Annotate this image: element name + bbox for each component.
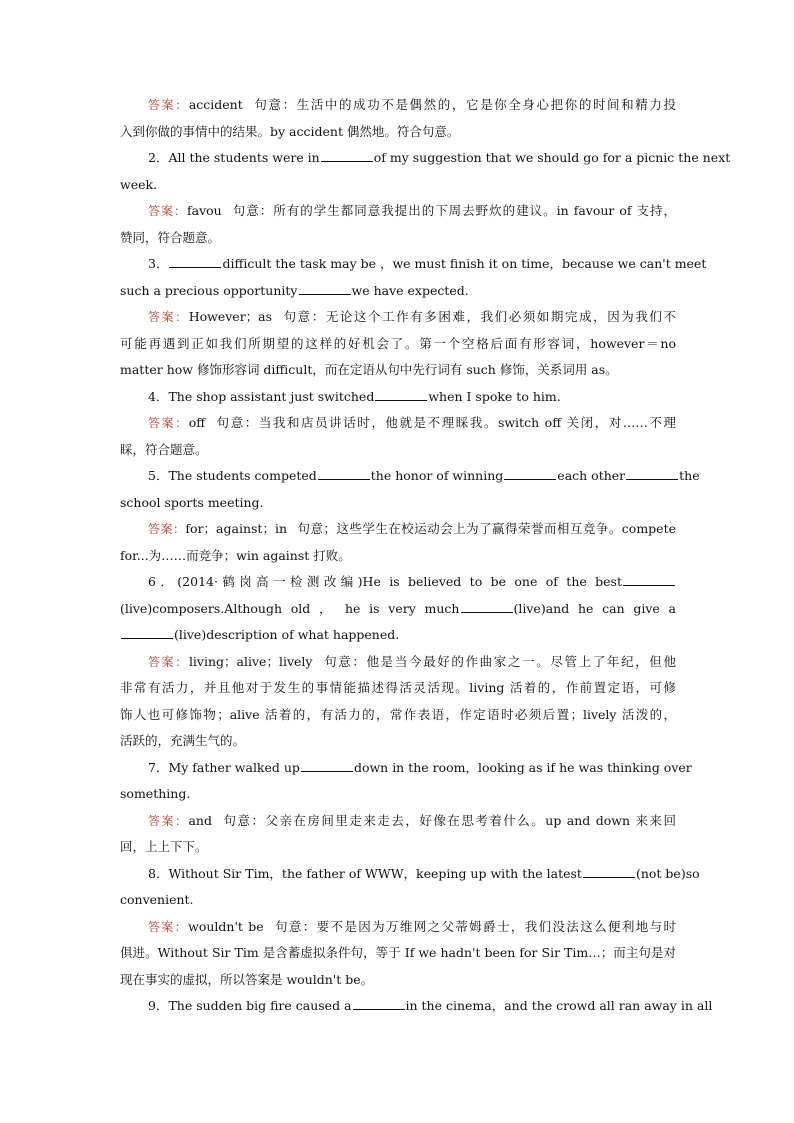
q7-text-c: something. [120, 786, 191, 801]
q4-question-line-1 [120, 384, 676, 411]
q2-explanation-line-2 [120, 225, 676, 252]
q8-explanation-1: 句意：要不是因为万维网之父蒂姆爵士，我们没法这么便利地与时 [273, 918, 676, 934]
q3-answer: However；as [188, 309, 273, 324]
answer-label: 答案： [148, 204, 187, 218]
q5-question-line-2 [120, 490, 676, 517]
q8-question-line-1 [120, 861, 700, 888]
q5-text-c: each other [557, 468, 626, 483]
q8-explanation-line-2 [120, 940, 676, 967]
q7-question-line-2 [120, 781, 676, 808]
q2-answer-line [120, 198, 676, 225]
q1-answer: accident [188, 97, 243, 112]
q6-text-c: (live)and he can give a [513, 600, 676, 616]
q4-text-b: when I spoke to him. [428, 388, 561, 404]
answer-label: 答案： [148, 654, 189, 669]
q8-explanation-2: 俱进。Without Sir Tim 是含蓄虚拟条件句，等于 If we hadn't been for Sir Tim…；而主句是对 [120, 945, 676, 960]
q8-text-b: (not be)so [635, 865, 700, 881]
q6-text-b: (live)composers.Although old ， he is very much [120, 600, 460, 616]
q5-question-line-1 [120, 463, 700, 490]
q3-question-line-2 [120, 278, 676, 305]
q3-explanation-2: 可能再遇到正如我们所期望的这样的好机会了。第一个空格后面有形容词，however＝no [120, 335, 676, 351]
answer-blank[interactable] [623, 573, 675, 586]
q6-question-line-1 [120, 569, 676, 596]
answer-label: 答案： [148, 919, 189, 934]
q3-text-b: such a precious opportunity [120, 282, 298, 298]
q4-answer-line [120, 410, 676, 437]
answer-blank[interactable] [583, 865, 635, 878]
answer-label: 答案： [148, 98, 189, 112]
q8-answer-line [120, 914, 676, 941]
q5-number: 5． [148, 468, 169, 483]
q2-text-c: week. [120, 176, 158, 192]
q1-explanation-line-2 [120, 119, 676, 146]
answer-label: 答案： [148, 522, 186, 536]
q2-number: 2． [148, 150, 169, 165]
q6-explanation-3: 饰人也可修饰物；alive 活着的，有活力的，常作表语，作定语时必须后置；lively 活泼的， [120, 706, 676, 722]
q4-text-a: The shop assistant just switched [168, 388, 375, 404]
q2-text-b: of my suggestion that we should go for a picnic the next [373, 150, 731, 165]
q3-explanation-3: matter how 修饰形容词 difficult，而在定语从句中先行词有 such 修饰，关系词用 as。 [120, 362, 618, 377]
q6-explanation-line-2 [120, 675, 676, 702]
answer-blank[interactable] [353, 997, 405, 1010]
q5-text-b: the honor of winning [370, 468, 504, 483]
q8-answer: wouldn't be [188, 918, 264, 934]
answer-label: 答案： [148, 416, 189, 430]
q7-text-a: My father walked up [168, 759, 300, 775]
q3-text-a: difficult the task may be ，we must finish it on time，because we can't meet [222, 256, 707, 271]
q7-number: 7． [148, 759, 169, 775]
q9-text-a: The sudden big fire caused a [168, 998, 352, 1013]
answer-blank[interactable] [375, 388, 427, 401]
q7-explanation-2: 回，上上下下。 [120, 839, 208, 854]
answer-blank[interactable] [461, 600, 513, 613]
q4-explanation-1: 句意：当我和店员讲话时，他就是不理睬我。switch off 关闭，对……不理 [215, 415, 676, 430]
q7-answer-line [120, 808, 676, 835]
q6-answer: living；alive；lively [188, 653, 313, 669]
answer-blank[interactable] [121, 626, 173, 639]
answer-blank[interactable] [321, 149, 373, 162]
q8-question-line-2 [120, 887, 676, 914]
q6-number: 6． [148, 574, 178, 589]
answer-blank[interactable] [504, 467, 556, 480]
q5-text-e: school sports meeting. [120, 494, 264, 510]
q9-text-b: in the cinema，and the crowd all ran away in all [405, 998, 713, 1013]
q3-explanation-1: 句意：无论这个工作有多困难，我们必须如期完成，因为我们不 [282, 309, 676, 324]
q7-explanation-line-2 [120, 834, 676, 861]
answer-blank[interactable] [169, 255, 221, 268]
q3-explanation-line-3 [120, 357, 676, 384]
q2-question-line-1 [120, 145, 731, 172]
q5-text-d: the [679, 468, 700, 483]
q7-explanation-1: 句意：父亲在房间里走来走去，好像在思考着什么。up and down 来来回 [222, 812, 676, 828]
q5-explanation-line-2 [120, 543, 676, 570]
q8-explanation-3: 现在事实的虚拟，所以答案是 wouldn't be。 [120, 971, 374, 987]
q7-question-line-1 [120, 755, 692, 782]
q3-number: 3． [148, 256, 169, 271]
q2-question-line-2 [120, 172, 676, 199]
q1-explanation-1: 句意：生活中的成功不是偶然的，它是你全身心把你的时间和精力投 [252, 97, 676, 112]
q6-explanation-1: 句意：他是当今最好的作曲家之一。尽管上了年纪，但他 [322, 653, 676, 669]
q6-explanation-line-3 [120, 702, 676, 729]
q4-explanation-line-2 [120, 437, 676, 464]
q7-text-b: down in the room，looking as if he was thinking over [353, 759, 692, 775]
q6-text-d: (live)description of what happened. [174, 627, 400, 642]
q6-text-a: (2014·鹤岗高一检测改编)He is believed to be one of the best [177, 574, 622, 589]
q8-text-c: convenient. [120, 892, 194, 907]
q5-answer-line [120, 516, 676, 543]
q3-question-line-1 [120, 251, 707, 278]
q8-number: 8． [148, 865, 169, 881]
q6-explanation-4: 活跃的，充满生气的。 [120, 733, 246, 748]
q3-explanation-line-2 [120, 331, 676, 358]
answer-blank[interactable] [299, 282, 351, 295]
q8-text-a: Without Sir Tim，the father of WWW，keeping up with the latest [168, 865, 582, 881]
q8-explanation-line-3 [120, 967, 676, 994]
answer-blank[interactable] [318, 467, 370, 480]
q2-explanation-1: 句意：所有的学生都同意我提出的下周去野炊的建议。in favour of 支持， [231, 203, 676, 218]
q5-text-a: The students competed [168, 468, 317, 483]
q1-answer-line [120, 92, 676, 119]
q3-text-c: we have expected. [351, 282, 469, 298]
q9-question-line-1 [120, 993, 713, 1020]
q2-explanation-2: 赞同，符合题意。 [120, 229, 221, 245]
q6-answer-line [120, 649, 676, 676]
q5-explanation-1: 句意；这些学生在校运动会上为了赢得荣誉而相互竞争。compete [297, 521, 676, 536]
q4-number: 4． [148, 388, 169, 404]
q2-answer: favou [187, 203, 222, 218]
q6-explanation-2: 非常有活力，并且他对于发生的事情能描述得活灵活现。living 活着的，作前置定语，可修 [120, 680, 676, 695]
q4-answer: off [188, 415, 206, 430]
q6-explanation-line-4 [120, 728, 676, 755]
document-page [120, 92, 731, 1020]
q3-answer-line [120, 304, 676, 331]
answer-blank[interactable] [626, 467, 678, 480]
answer-label: 答案： [148, 813, 189, 828]
q7-answer: and [188, 812, 212, 828]
q6-question-line-3 [120, 622, 676, 649]
q5-answer: for；against；in [185, 521, 287, 536]
q2-text-a: All the students were in [168, 150, 320, 165]
q4-explanation-2: 睬，符合题意。 [120, 441, 208, 457]
answer-blank[interactable] [301, 759, 353, 772]
q9-number: 9． [148, 998, 169, 1013]
q5-explanation-2: for...为……而竞争；win against 打败。 [120, 547, 351, 563]
q1-explanation-2: 入到你做的事情中的结果。by accident 偶然地。符合句意。 [120, 123, 460, 139]
answer-label: 答案： [148, 310, 189, 324]
q6-question-line-2 [120, 596, 676, 623]
